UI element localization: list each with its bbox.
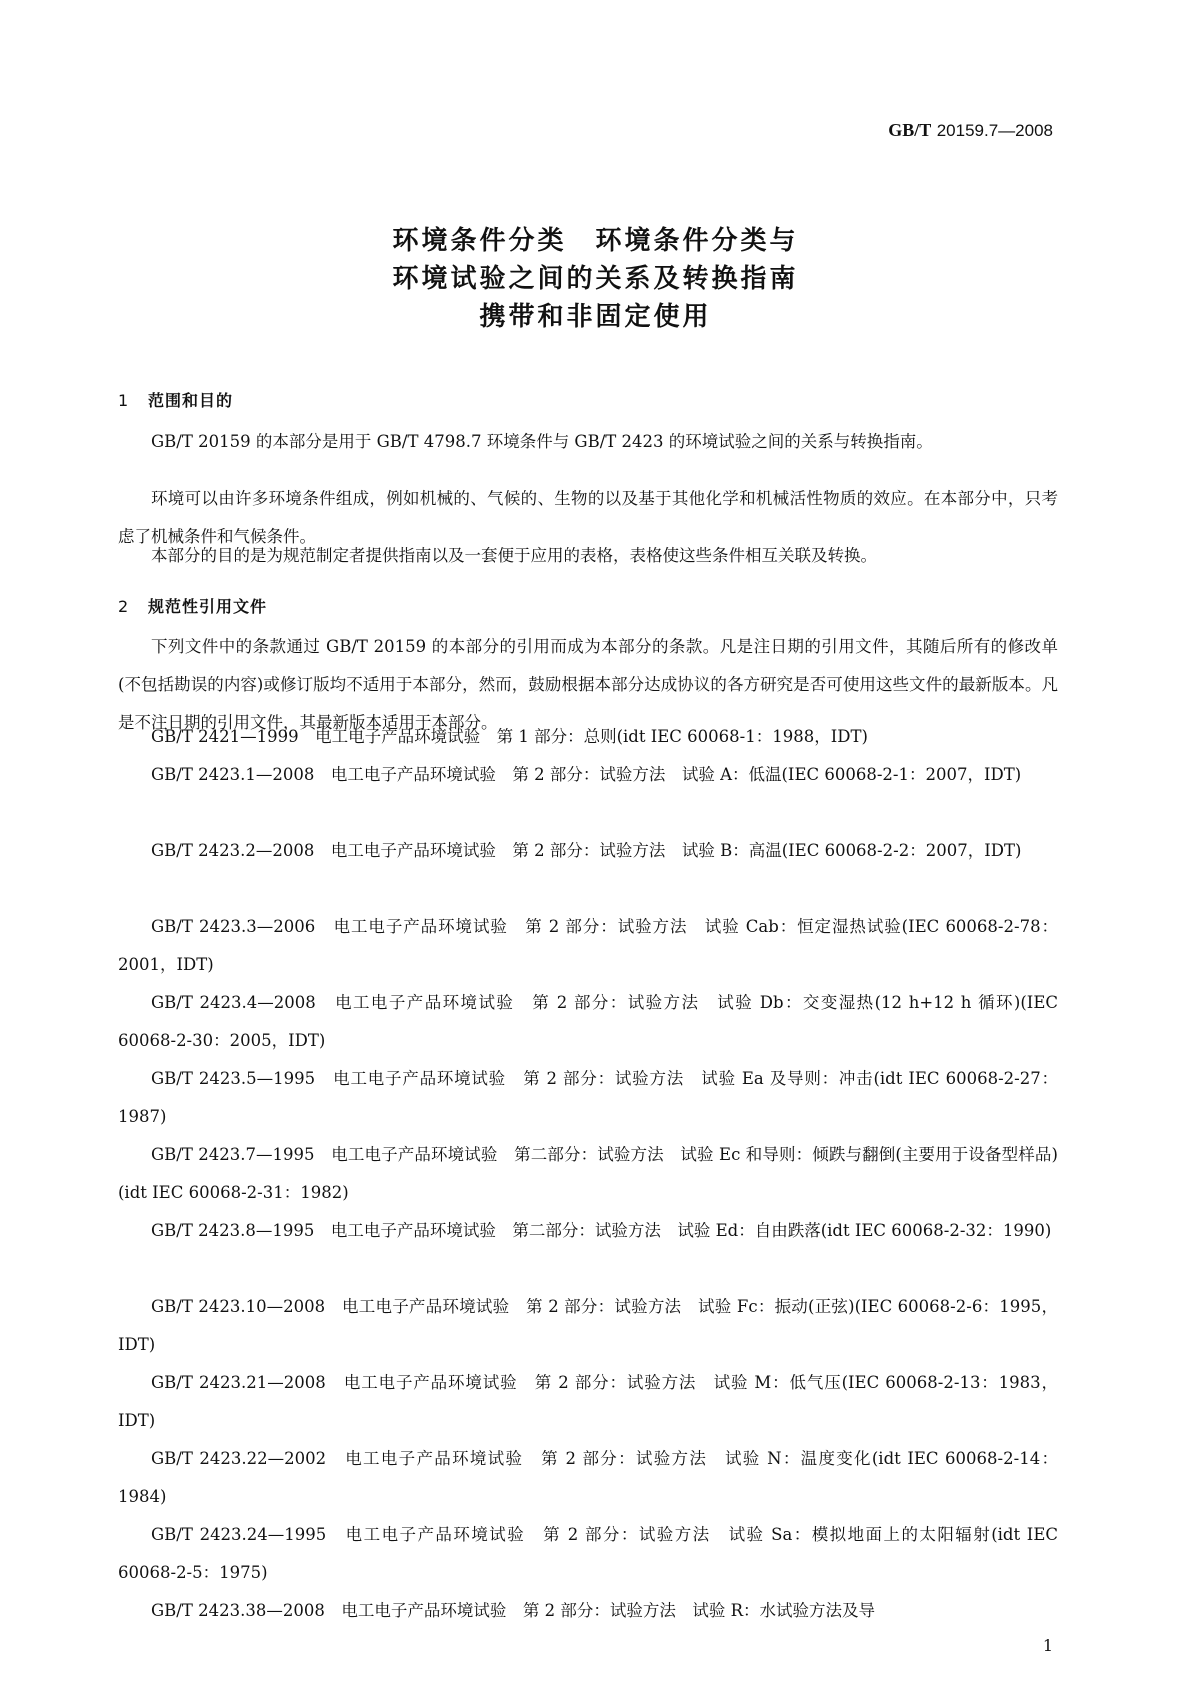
- reference-item: GB/T 2423.3—2006 电工电子产品环境试验 第 2 部分：试验方法 试验 Cab：恒定湿热试验(IEC 60068-2-78：2001，IDT): [118, 917, 1058, 974]
- reference-item: GB/T 2423.5—1995 电工电子产品环境试验 第 2 部分：试验方法 试验 Ea 及导则：冲击(idt IEC 60068-2-27：1987): [118, 1069, 1058, 1126]
- reference-item: GB/T 2423.2—2008 电工电子产品环境试验 第 2 部分：试验方法 试验 B：高温(IEC 60068-2-2：2007，IDT): [151, 841, 1022, 860]
- reference-item: GB/T 2423.1—2008 电工电子产品环境试验 第 2 部分：试验方法 试验 A：低温(IEC 60068-2-1：2007，IDT): [151, 765, 1022, 784]
- section-number: 1: [118, 391, 130, 410]
- reference-item: GB/T 2423.10—2008 电工电子产品环境试验 第 2 部分：试验方法 试验 Fc：振动(正弦)(IEC 60068-2-6：1995，IDT): [118, 1297, 1058, 1354]
- section-heading-normative-references: [118, 594, 267, 617]
- section-title: 范围和目的: [148, 391, 234, 410]
- reference-item: GB/T 2423.4—2008 电工电子产品环境试验 第 2 部分：试验方法 试验 Db：交变湿热(12 h+12 h 循环)(IEC 60068-2-30：2005，IDT): [118, 993, 1058, 1050]
- reference-item: GB/T 2423.24—1995 电工电子产品环境试验 第 2 部分：试验方法 试验 Sa：模拟地面上的太阳辐射(idt IEC 60068-2-5：1975): [118, 1525, 1058, 1582]
- section-heading-scope: [118, 388, 233, 411]
- standard-code: 20159.7—2008: [936, 121, 1053, 140]
- reference-item: GB/T 2423.7—1995 电工电子产品环境试验 第二部分：试验方法 试验 Ec 和导则：倾跌与翻倒(主要用于设备型样品)(idt IEC 60068-2-31：1982): [118, 1145, 1058, 1202]
- paragraph: 环境可以由许多环境条件组成，例如机械的、气候的、生物的以及基于其他化学和机械活性物质的效应。在本部分中，只考虑了机械条件和气候条件。: [118, 489, 1058, 546]
- title-line-1: 环境条件分类 环境条件分类与: [392, 226, 799, 256]
- section-number: 2: [118, 597, 130, 616]
- standard-prefix: GB/T: [888, 120, 932, 140]
- standard-number: [888, 120, 1053, 141]
- title-line-3: 携带和非固定使用: [479, 302, 712, 332]
- title-line-2: 环境试验之间的关系及转换指南: [392, 264, 799, 294]
- reference-item: GB/T 2421—1999 电工电子产品环境试验 第 1 部分：总则(idt IEC 60068-1：1988，IDT): [151, 727, 868, 746]
- paragraph: 本部分的目的是为规范制定者提供指南以及一套便于应用的表格，表格使这些条件相互关联及转换。: [151, 546, 877, 565]
- page-number: 1: [1042, 1636, 1053, 1655]
- paragraph: GB/T 20159 的本部分是用于 GB/T 4798.7 环境条件与 GB/T 2423 的环境试验之间的关系与转换指南。: [151, 432, 933, 451]
- document-title: [0, 222, 1191, 336]
- paragraph: 下列文件中的条款通过 GB/T 20159 的本部分的引用而成为本部分的条款。凡是注日期的引用文件，其随后所有的修改单(不包括勘误的内容)或修订版均不适用于本部分，然而，鼓励根据本部分达成协议的各方研究是否可使用这些文件的最新版本。凡是不注日期的引用文件，其最新版本适用于本部分。: [118, 637, 1058, 732]
- reference-item: GB/T 2423.38—2008 电工电子产品环境试验 第 2 部分：试验方法 试验 R：水试验方法及导: [151, 1601, 875, 1620]
- reference-item: GB/T 2423.21—2008 电工电子产品环境试验 第 2 部分：试验方法 试验 M：低气压(IEC 60068-2-13：1983，IDT): [118, 1373, 1058, 1430]
- reference-item: GB/T 2423.8—1995 电工电子产品环境试验 第二部分：试验方法 试验 Ed：自由跌落(idt IEC 60068-2-32：1990): [151, 1221, 1052, 1240]
- reference-item: GB/T 2423.22—2002 电工电子产品环境试验 第 2 部分：试验方法 试验 N：温度变化(idt IEC 60068-2-14：1984): [118, 1449, 1058, 1506]
- section-title: 规范性引用文件: [148, 597, 268, 616]
